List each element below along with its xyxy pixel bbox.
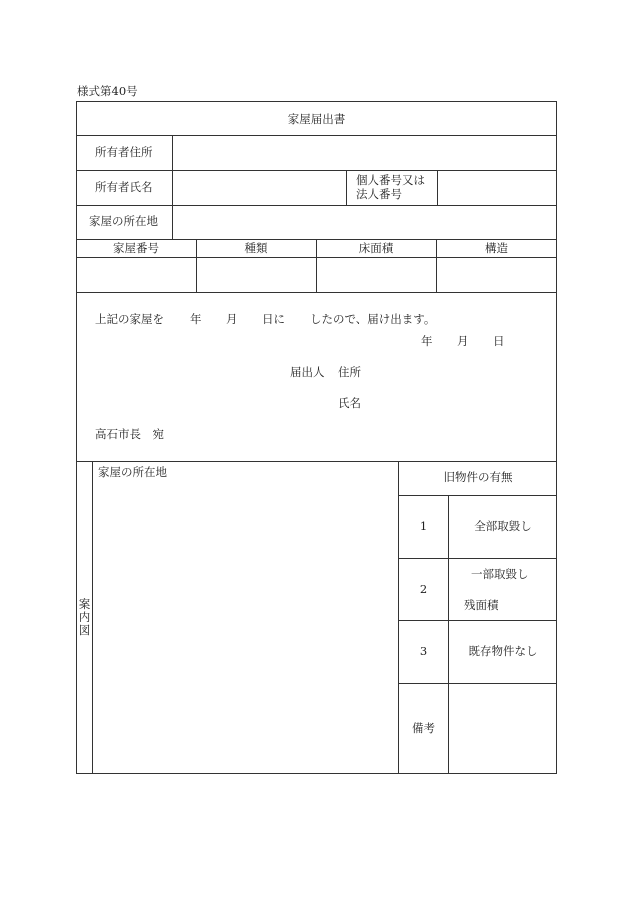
form-title: 家屋届出書 xyxy=(287,112,346,126)
old-property-no-2: 2 xyxy=(419,582,428,596)
map-location-label: 家屋の所在地 xyxy=(98,465,167,479)
date-month: 月 xyxy=(457,334,469,348)
guide-map-label: 案内図 xyxy=(78,597,91,637)
statement-suffix: したので、届け出ます。 xyxy=(310,312,436,326)
statement-month: 月 xyxy=(226,312,238,326)
form-number: 様式第40号 xyxy=(77,84,138,98)
house-location-field[interactable] xyxy=(173,206,556,238)
remaining-area-label: 残面積 xyxy=(464,598,499,612)
house-number-field[interactable] xyxy=(77,258,196,291)
statement-year: 年 xyxy=(190,312,202,326)
col-floor-area: 床面積 xyxy=(358,241,394,255)
old-property-option-2[interactable]: 一部取毀し xyxy=(471,567,529,581)
id-number-label-line2: 法人番号 xyxy=(356,187,402,201)
addressee: 高石市長 宛 xyxy=(95,427,164,441)
date-day: 日 xyxy=(493,334,505,348)
house-location-label: 家屋の所在地 xyxy=(89,214,158,228)
address-label: 住所 xyxy=(338,365,361,379)
col-structure: 構造 xyxy=(485,241,508,255)
name-label: 氏名 xyxy=(338,396,361,410)
structure-field[interactable] xyxy=(437,258,556,291)
statement-prefix: 上記の家屋を xyxy=(95,312,164,326)
statement-day: 日に xyxy=(262,312,285,326)
date-year: 年 xyxy=(421,334,433,348)
old-property-no-3: 3 xyxy=(419,644,428,658)
id-number-field[interactable] xyxy=(438,171,556,204)
floor-area-field[interactable] xyxy=(317,258,436,291)
old-property-header: 旧物件の有無 xyxy=(443,470,513,484)
notifier-label: 届出人 xyxy=(290,365,325,379)
old-property-option-1[interactable]: 全部取毀し xyxy=(474,519,532,533)
owner-name-label: 所有者氏名 xyxy=(95,180,153,194)
old-property-option-3[interactable]: 既存物件なし xyxy=(468,644,538,658)
col-house-number: 家屋番号 xyxy=(113,241,159,255)
id-number-label-line1: 個人番号又は xyxy=(356,173,425,187)
guide-map-area[interactable] xyxy=(93,480,397,773)
old-property-no-1: 1 xyxy=(419,519,428,533)
owner-address-field[interactable] xyxy=(173,136,556,169)
owner-address-label: 所有者住所 xyxy=(95,145,153,159)
kind-field[interactable] xyxy=(197,258,316,291)
col-kind: 種類 xyxy=(244,241,268,255)
remarks-label: 備考 xyxy=(412,721,435,735)
owner-name-field[interactable] xyxy=(173,171,345,204)
remarks-field[interactable] xyxy=(449,684,556,773)
